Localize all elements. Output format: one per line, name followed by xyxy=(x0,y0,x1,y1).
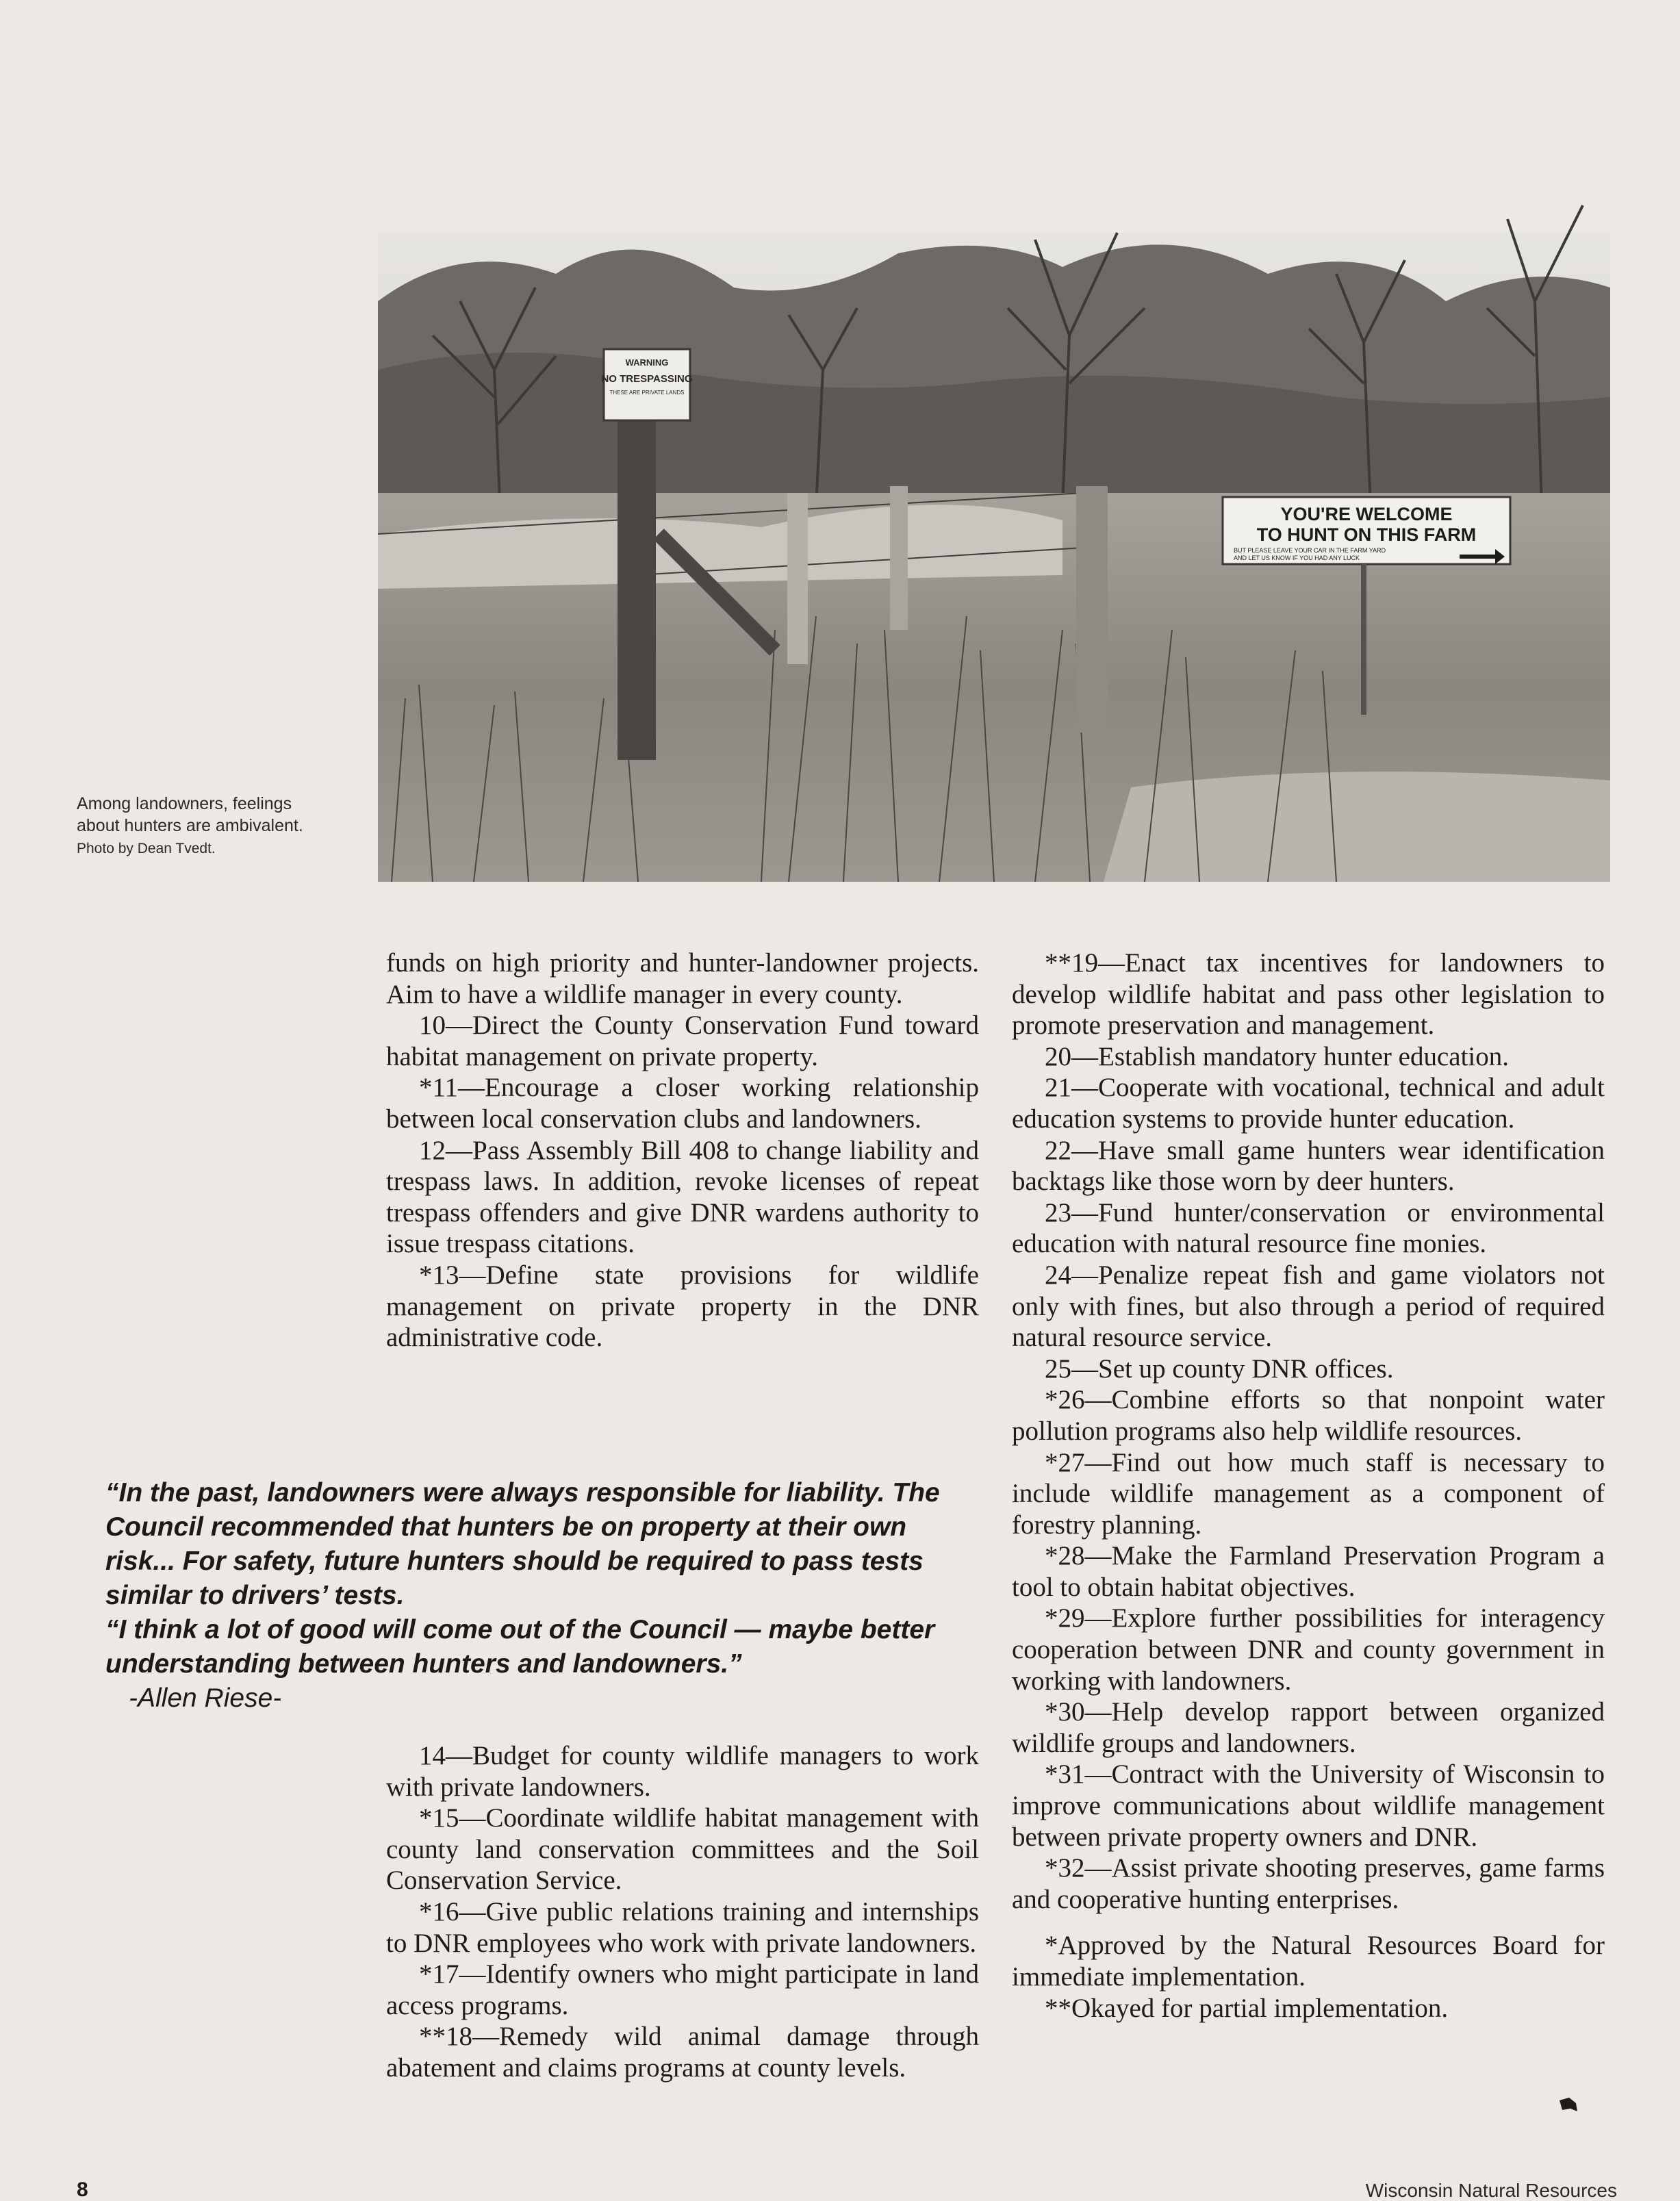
recommendation-15: *15—Coordinate wildlife habitat management with county land conservation committees and the Soil Conservation Service. xyxy=(386,1803,979,1896)
sign-small-line1: BUT PLEASE LEAVE YOUR CAR IN THE FARM YARD xyxy=(1234,547,1386,554)
recommendation-16: *16—Give public relations training and internships to DNR employees who work with private landowners. xyxy=(386,1896,979,1958)
photo-caption xyxy=(77,793,337,860)
recommendation-32: *32—Assist private shooting preserves, game farms and cooperative hunting enterprises. xyxy=(1012,1853,1605,1914)
left-column-bottom xyxy=(386,1740,979,2084)
recommendation-10: 10—Direct the County Conservation Fund toward habitat management on private property. xyxy=(386,1010,979,1071)
photo-illustration xyxy=(378,14,1610,882)
recommendation-29: *29—Explore further possibilities for interagency cooperation between DNR and county government in working with landowners. xyxy=(1012,1603,1605,1696)
recommendation-17: *17—Identify owners who might participate in land access programs. xyxy=(386,1959,979,2020)
recommendation-11: *11—Encourage a closer working relationship between local conservation clubs and landowners. xyxy=(386,1073,979,1134)
recommendation-19: **19—Enact tax incentives for landowners to develop wildlife habitat and pass other legislation to promote preservation and management. xyxy=(1012,948,1605,1041)
recommendation-28: *28—Make the Farmland Preservation Program a tool to obtain habitat objectives. xyxy=(1012,1541,1605,1602)
recommendation-23: 23—Fund hunter/conservation or environmental education with natural resource fine monies. xyxy=(1012,1197,1605,1259)
recommendation-13: *13—Define state provisions for wildlife management on private property in the DNR administrative code. xyxy=(386,1260,979,1353)
paragraph-funds: funds on high priority and hunter-landowner projects. Aim to have a wildlife manager in every county. xyxy=(386,948,979,1009)
publication-title: Wisconsin Natural Resources xyxy=(1365,2180,1617,2201)
recommendation-14: 14—Budget for county wildlife managers to work with private landowners. xyxy=(386,1741,979,1802)
recommendation-30: *30—Help develop rapport between organized wildlife groups and landowners. xyxy=(1012,1697,1605,1758)
recommendation-31: *31—Contract with the University of Wisconsin to improve communications about wildlife management between private property owners and DNR. xyxy=(1012,1759,1605,1852)
page-number: 8 xyxy=(77,2178,88,2201)
left-column-top xyxy=(386,947,979,1353)
recommendation-24: 24—Penalize repeat fish and game violators not only with fines, but also through a period of required natural resource service. xyxy=(1012,1260,1605,1353)
note-approved: *Approved by the Natural Resources Board for immediate implementation. xyxy=(1012,1931,1605,1992)
recommendation-25: 25—Set up county DNR offices. xyxy=(1045,1353,1394,1384)
recommendation-20: 20—Establish mandatory hunter education. xyxy=(1045,1041,1510,1071)
sign-no-trespassing-text: NO TRESPASSING xyxy=(601,373,693,385)
quote-paragraph-2: “I think a lot of good will come out of the Council — maybe better understanding between hunters and landowners.” xyxy=(105,1615,935,1679)
hunting-fence-photo xyxy=(378,14,1610,882)
no-trespassing-sign xyxy=(601,349,692,420)
recommendation-21: 21—Cooperate with vocational, technical and adult education systems to provide hunter education. xyxy=(1012,1073,1605,1134)
right-column xyxy=(1012,947,1605,2024)
quote-attribution: -Allen Riese- xyxy=(129,1683,282,1713)
caption-text: Among landowners, feelings about hunters are ambivalent. xyxy=(77,794,303,835)
note-partial: **Okayed for partial implementation. xyxy=(1045,1993,1449,2023)
sign-welcome-text: YOU'RE WELCOME xyxy=(1280,504,1453,524)
recommendation-18: **18—Remedy wild animal damage through abatement and claims programs at county levels. xyxy=(386,2022,979,2083)
recommendation-12: 12—Pass Assembly Bill 408 to change liability and trespass laws. In addition, revoke licenses of repeat trespass offenders and give DNR wardens authority to issue trespass citations. xyxy=(386,1135,979,1259)
recommendation-26: *26—Combine efforts so that nonpoint water pollution programs also help wildlife resources. xyxy=(1012,1385,1605,1446)
end-of-article-icon xyxy=(1558,2096,1579,2113)
sign-hunt-text: TO HUNT ON THIS FARM xyxy=(1256,524,1477,545)
sign-small-line2: AND LET US KNOW IF YOU HAD ANY LUCK xyxy=(1234,555,1360,561)
quote-paragraph-1: “In the past, landowners were always responsible for liability. The Council recommended that hunters be on property at their own risk... For safety, future hunters should be required to pass tests similar to drivers’ tests. xyxy=(105,1478,940,1610)
recommendation-27: *27—Find out how much staff is necessary to include wildlife management as a component of forestry planning. xyxy=(1012,1447,1605,1540)
pull-quote xyxy=(105,1476,975,1716)
recommendation-22: 22—Have small game hunters wear identification backtags like those worn by deer hunters. xyxy=(1012,1135,1605,1197)
sign-private-lands-text: THESE ARE PRIVATE LANDS xyxy=(609,390,685,396)
photo-credit: Photo by Dean Tvedt. xyxy=(77,841,216,856)
sign-warning-text: WARNING xyxy=(625,357,669,368)
